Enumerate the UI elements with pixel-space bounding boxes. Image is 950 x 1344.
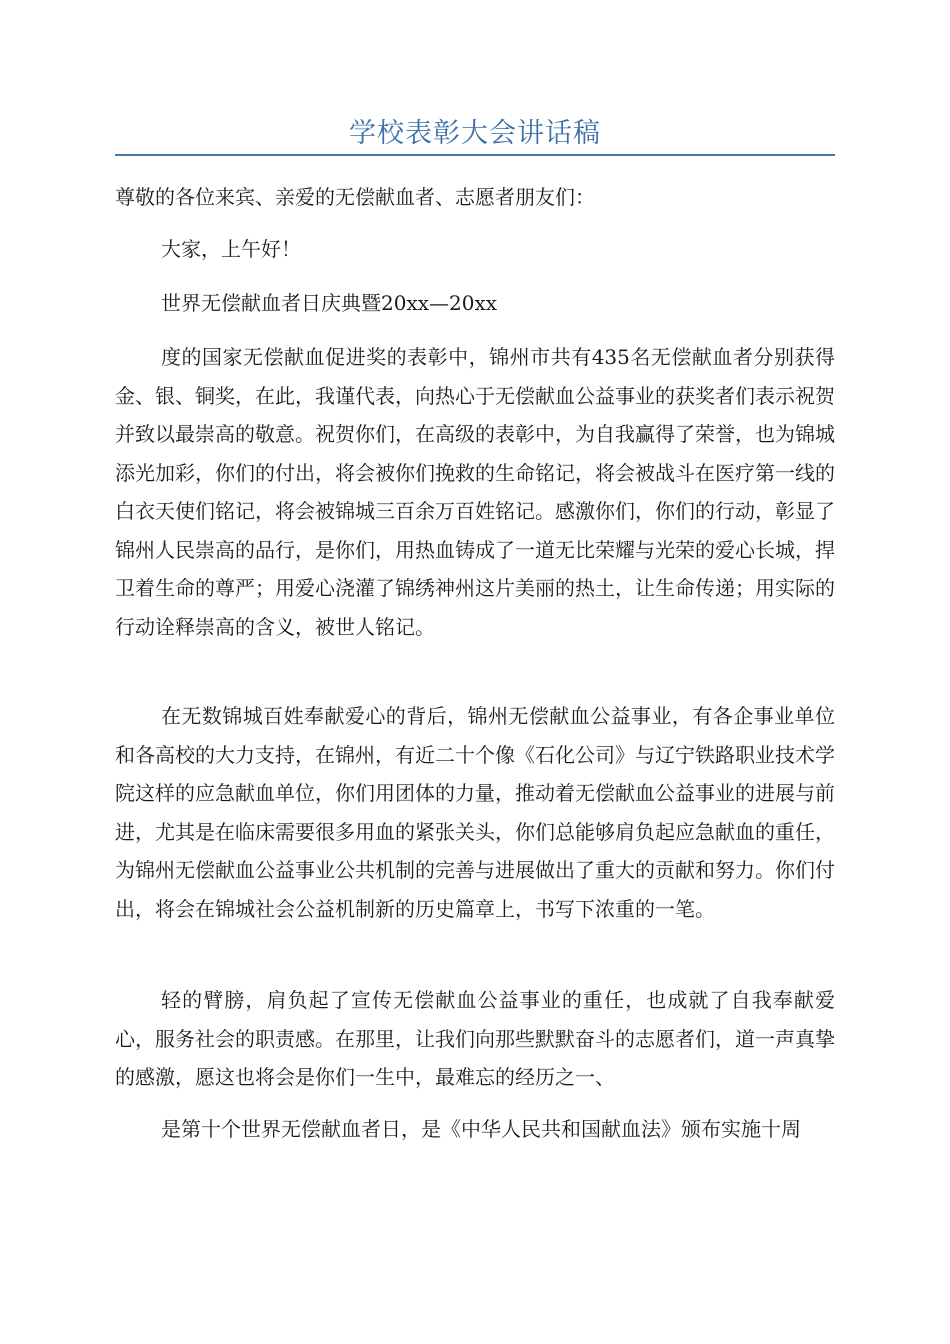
anniversary-paragraph: 是第十个世界无偿献血者日，是《中华人民共和国献血法》颁布实施十周 [161, 1117, 801, 1141]
ceremony-paragraph: 世界无偿献血者日庆典暨20xx—20xx [161, 291, 498, 315]
title-underline [115, 154, 835, 156]
document-title: 学校表彰大会讲话稿 [349, 118, 601, 149]
awards-paragraph: 度的国家无偿献血促进奖的表彰中，锦州市共有435名无偿献血者分别获得金、银、铜奖，在此，我谨代表，向热心于无偿献血公益事业的获奖者们表示祝贺并致以最崇高的敬意。祝贺你们，在高级的表彰中，为自我赢得了荣誉，也为锦城添光加彩，你们的付出，将会被你们挽救的生命铭记，将会被战斗在医疗第一线的白衣天使们铭记，将会被锦城三百余万百姓铭记。感激你们，你们的行动，彰显了锦州人民崇高的品行，是你们，用热血铸成了一道无比荣耀与光荣的爱心长城，捍卫着生命的尊严；用爱心浇灌了锦绣神州这片美丽的热土，让生命传递；用实际的行动诠释崇高的含义，被世人铭记。 [115, 345, 835, 639]
salutation-paragraph: 尊敬的各位来宾、亲爱的无偿献血者、志愿者朋友们： [115, 185, 595, 209]
volunteer-paragraph: 轻的臂膀，肩负起了宣传无偿献血公益事业的重任，也成就了自我奉献爱心，服务社会的职责感。在那里，让我们向那些默默奋斗的志愿者们，道一声真挚的感激，愿这也将会是你们一生中，最难忘的经历之一、 [115, 988, 835, 1089]
greeting-paragraph: 大家，上午好！ [161, 237, 301, 261]
support-paragraph: 在无数锦城百姓奉献爱心的背后，锦州无偿献血公益事业，有各企事业单位和各高校的大力支持，在锦州，有近二十个像《石化公司》与辽宁铁路职业技术学院这样的应急献血单位，你们用团体的力量，推动着无偿献血公益事业的进展与前进，尤其是在临床需要很多用血的紧张关头，你们总能够肩负起应急献血的重任，为锦州无偿献血公益事业公共机制的完善与进展做出了重大的贡献和努力。你们付出，将会在锦城社会公益机制新的历史篇章上，书写下浓重的一笔。 [115, 704, 835, 921]
